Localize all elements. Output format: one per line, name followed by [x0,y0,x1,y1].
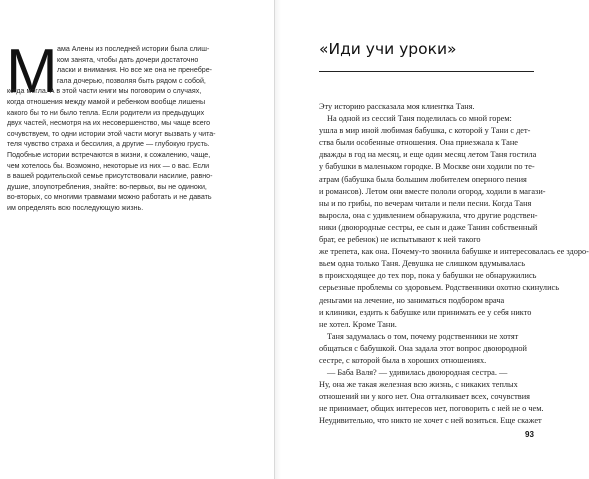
drop-cap: М [6,37,58,106]
title-underline [319,71,534,72]
text-line: Неудивительно, что никто не хочет с ней возиться. Еще скажет [319,416,542,426]
text-line: и романсов). Летом они вместе пололи огород, ходили в магази- [319,186,546,196]
text-line: Подобные истории встречаются в жизни, к сожалению, чаще, [7,150,211,159]
text-line: дважды в год на месяц, и еще один месяц летом Таня гостила [319,150,537,160]
text-line: ства были особенные отношения. Она приезжала к Тане [319,138,518,148]
text-line: брат, ее ребенок) не испытывают к ней такого [319,235,481,245]
text-line: же трепета, как она. Почему-то звонила бабушке и интересовалась ее здоро- [319,247,589,257]
text-line: серьезные проблемы со здоровьем. Родственники охотно скинулись [319,283,559,293]
text-line: сочувствуем, то одни истории этой части могут вызвать у чита- [7,129,216,138]
text-line: отношений ни у кого нет. Она отталкивает всех, сочувствия [319,392,530,402]
text-line: ком занята, чтобы дать дочери достаточно [57,55,199,64]
text-line: у бабушки в маленьком городке. В Москве они ходили по те- [319,162,535,172]
text-line: душие, злоупотребления, знайте: во-первых, вы не одиноки, [7,182,207,191]
text-line: выросла, она с удивлением обнаружила, что другие родствен- [319,210,538,220]
text-line: деньгами на лечение, но заниматься подбором врача [319,295,505,305]
text-line: теля чувство страха и бессилия, а другие — глубокую грусть. [7,140,210,149]
text-line: гала дочерью, позволяя быть рядом с собой, [57,76,206,85]
text-line: вьем одна только Таня. Девушка не слишком вдумывалась [319,259,525,269]
text-line: какого бы то ни было тепла. Если родители из предыдущих [7,108,205,117]
text-line: сестре, с которой была в хороших отношениях. [319,355,487,365]
left-page [0,0,274,479]
text-line: атрам (бабушка была большим любителем оперного пения [319,174,527,184]
text-line: ушла в мир иной любимая бабушка, с которой у Тани с дет- [319,126,531,136]
text-line: и клиники, ездить к бабушке или принимать ее у себя никто [319,307,532,317]
text-line: не принимает, общих интересов нет, поговорить с ней не о чем. [319,404,544,414]
text-line: не хотел. Кроме Тани. [319,319,397,329]
text-line: когда могла. А в этой части книги мы поговорим о случаях, [7,87,202,96]
text-line: ны и по грибы, по вечерам читали и пели песни. Когда Таня [319,198,532,208]
text-line: им определять всю последующую жизнь. [7,203,144,212]
text-line: двух частей, несмотря на их несовершенство, мы чаще всего [7,119,211,128]
right-page [281,0,589,479]
text-line: ласки и внимания. Но все же она не пренебре- [57,66,213,75]
text-line: На одной из сессий Таня поделилась со мной горем: [327,114,512,124]
text-line: в вашей родительской семье присутствовали насилие, равно- [7,172,213,181]
text-line: ники (двоюродные сестры, ее сын и даже Танин собственный [319,222,538,232]
text-line: чем хотелось бы. Возможно, некоторые из них — о вас. Если [7,161,210,170]
text-line: в происходящее до тех пор, пока у бабушки не обнаружились [319,271,537,281]
text-line: общаться с бабушкой. Она задала этот вопрос двоюродной [319,343,527,353]
text-line: Ну, она же такая железная всю жизнь, с никаких теплых [319,380,518,390]
text-line: когда отношения между мамой и ребенком вообще лишены [7,97,206,106]
page-number: 93 [525,430,534,439]
left-page-text [7,44,262,214]
text-line: — Баба Валя? — удивилась двоюродная сестра. — [327,368,508,378]
text-line: во-вторых, со многими травмами можно работать и не давать [7,193,212,202]
text-line: ама Алены из последней истории была слиш- [57,45,210,53]
right-page-text [319,101,589,428]
text-line: Таня задумалась о том, почему родственники не хотят [327,331,519,341]
text-line: Эту историю рассказала моя клиентка Таня. [319,102,475,111]
chapter-title: «Иди учи уроки» [319,40,457,58]
